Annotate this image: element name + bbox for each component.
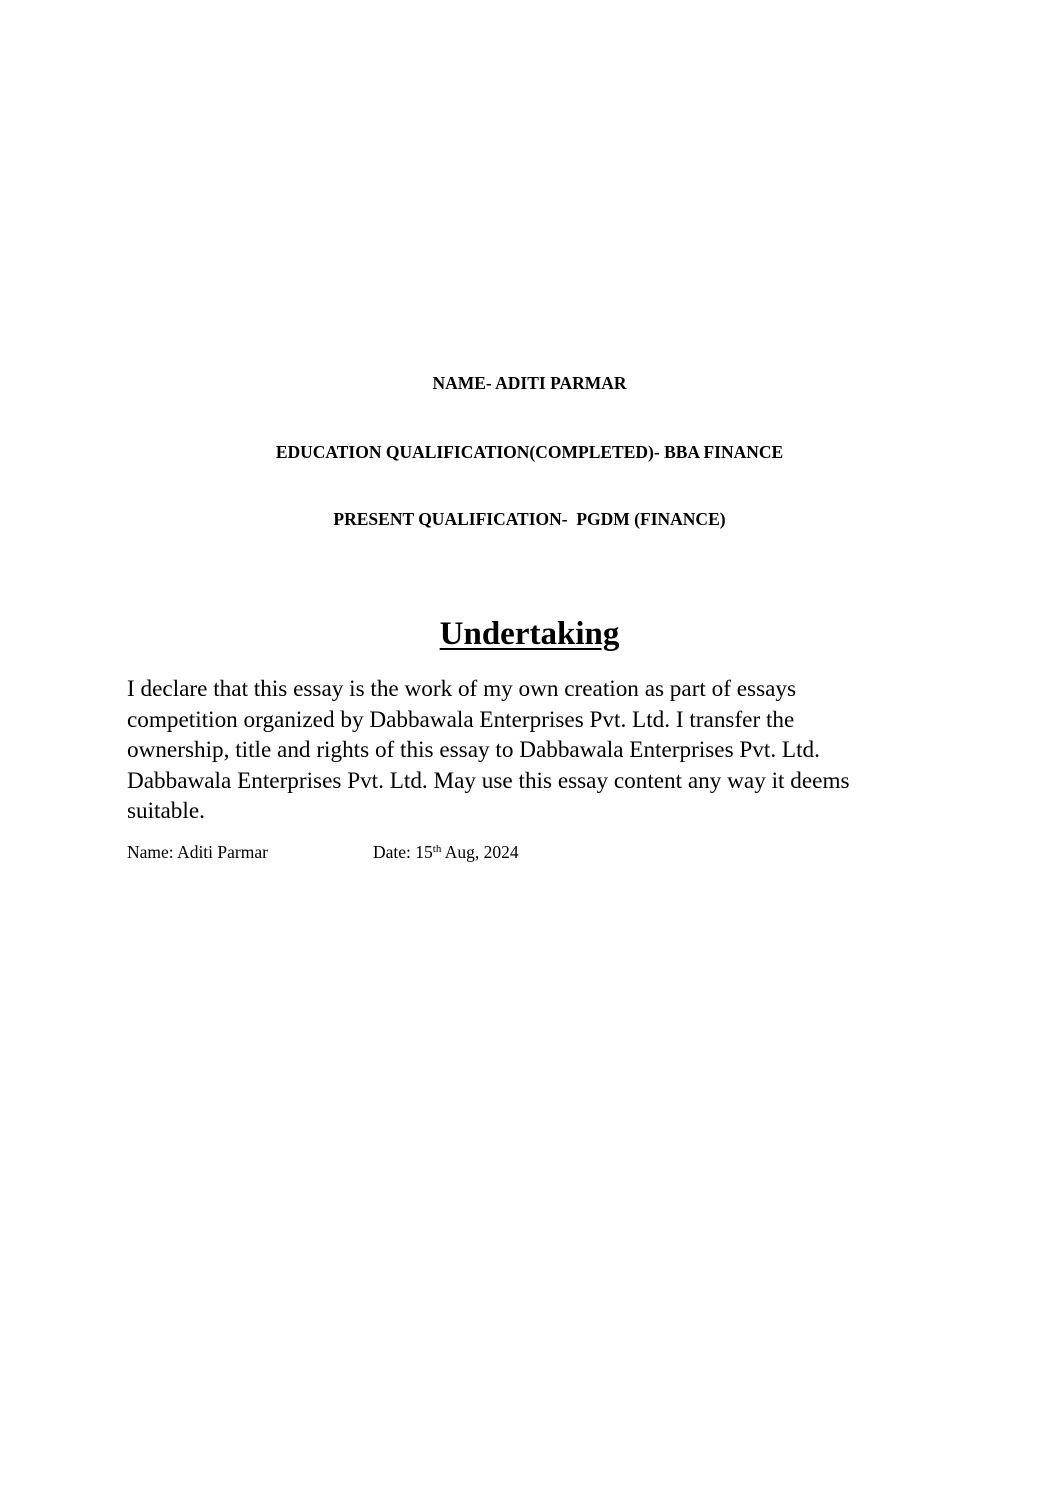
undertaking-declaration (127, 674, 937, 827)
candidate-name-heading: NAME- ADITI PARMAR (432, 373, 627, 393)
date-prefix: Date: 15 (373, 842, 433, 862)
date-suffix: Aug, 2024 (441, 842, 519, 862)
date-ordinal-suffix: th (432, 842, 442, 855)
present-qualification-heading: PRESENT QUALIFICATION- PGDM (FINANCE) (333, 509, 726, 529)
declaration-line: Dabbawala Enterprises Pvt. Ltd. May use this essay content any way it deems (127, 767, 850, 794)
declaration-line: I declare that this essay is the work of my own creation as part of essays (127, 676, 797, 702)
declaration-line: ownership, title and rights of this essay to Dabbawala Enterprises Pvt. Ltd. (127, 737, 820, 763)
education-qualification-heading: EDUCATION QUALIFICATION(COMPLETED)- BBA FINANCE (275, 442, 784, 462)
signature-date (373, 840, 519, 864)
declaration-line: competition organized by Dabbawala Enterprises Pvt. Ltd. I transfer the (127, 706, 795, 733)
declaration-line: suitable. (127, 798, 205, 824)
undertaking-title: Undertaking (439, 616, 620, 652)
signatory-name: Name: Aditi Parmar (127, 842, 268, 862)
